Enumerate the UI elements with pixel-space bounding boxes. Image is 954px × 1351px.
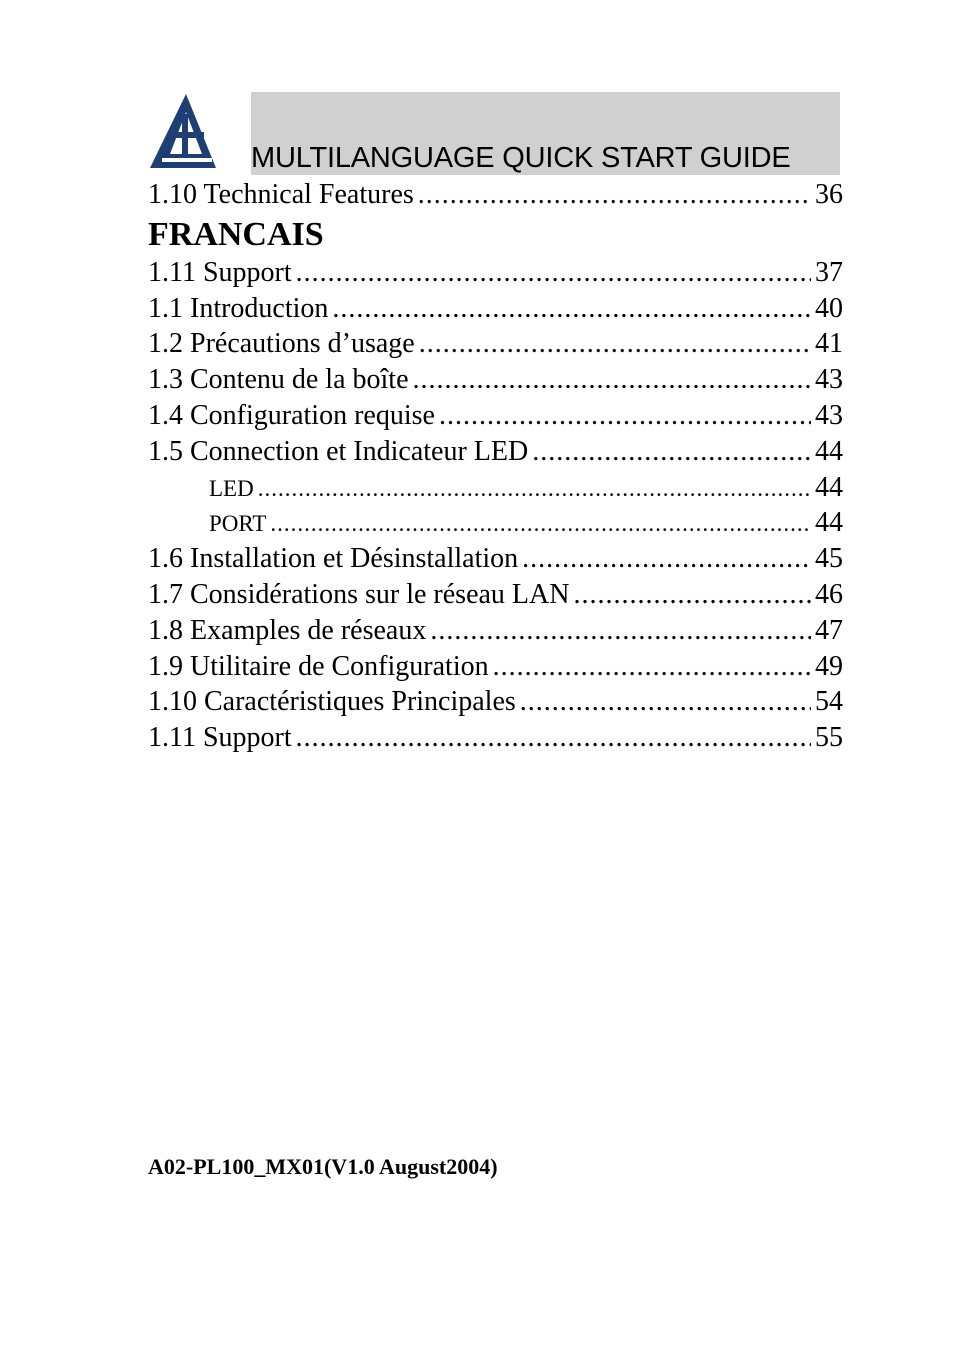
- toc-leader-dots: [439, 398, 811, 434]
- toc-entry[interactable]: [148, 505, 843, 541]
- toc-entry-page: 55: [815, 722, 843, 754]
- toc-leader-dots: [532, 434, 811, 470]
- toc-entry-label: 1.5 Connection et Indicateur LED: [148, 435, 529, 467]
- toc-entry[interactable]: [148, 613, 843, 649]
- toc-entry-page: 37: [815, 256, 843, 288]
- toc-entry-page: 49: [815, 650, 843, 682]
- toc-entry[interactable]: [148, 362, 843, 398]
- toc-entry[interactable]: [148, 649, 843, 685]
- toc-entry-page: 44: [815, 507, 843, 539]
- toc-leader-dots: [419, 326, 811, 362]
- toc-entry[interactable]: [148, 291, 843, 327]
- toc-entry[interactable]: [148, 577, 843, 613]
- toc-entry[interactable]: [148, 470, 843, 506]
- toc-leader-dots: [258, 471, 811, 507]
- toc-entry-page: 46: [815, 578, 843, 610]
- toc-entry-label: 1.1 Introduction: [148, 292, 329, 324]
- toc-leader-dots: [493, 649, 811, 685]
- toc-entry-page: 54: [815, 686, 843, 718]
- toc-leader-dots: [430, 613, 811, 649]
- toc-entry-label: PORT: [209, 511, 267, 537]
- toc-entry-label: 1.3 Contenu de la boîte: [148, 364, 409, 396]
- toc-entry-page: 43: [815, 399, 843, 431]
- toc-entry-page: 47: [815, 614, 843, 646]
- toc-entry-page: 44: [815, 471, 843, 503]
- guide-title: MULTILANGUAGE QUICK START GUIDE: [251, 142, 791, 174]
- toc-entry-label: 1.6 Installation et Désinstallation: [148, 543, 519, 575]
- toc-leader-dots: [270, 506, 811, 542]
- toc-entry[interactable]: [148, 398, 843, 434]
- toc-entry-label: 1.11 Support: [148, 256, 292, 288]
- toc-entry[interactable]: [148, 541, 843, 577]
- toc-entry-label: LED: [209, 475, 254, 501]
- toc-entry[interactable]: [148, 720, 843, 756]
- toc-entry-label: 1.8 Examples de réseaux: [148, 614, 427, 646]
- toc-entry-label: 1.10 Technical Features: [148, 179, 414, 210]
- toc-entry-page: 43: [815, 364, 843, 396]
- toc-entry-page: 36: [815, 179, 843, 210]
- toc-entry-label: 1.10 Caractéristiques Principales: [148, 686, 516, 718]
- toc-entry[interactable]: [148, 434, 843, 470]
- toc-leader-dots: [520, 684, 811, 720]
- toc-leader-dots: [418, 177, 811, 213]
- toc-leader-dots: [573, 577, 811, 613]
- toc-entry-page: 44: [815, 435, 843, 467]
- toc-entry[interactable]: [148, 684, 843, 720]
- toc-leader-dots: [413, 362, 811, 398]
- section-heading-francais: FRANCAIS: [148, 215, 324, 253]
- toc-entry-label: 1.2 Précautions d’usage: [148, 328, 415, 360]
- toc-entry[interactable]: [148, 326, 843, 362]
- toc-entry-label: 1.7 Considérations sur le réseau LAN: [148, 578, 570, 610]
- atlantis-triangle-logo-icon: [148, 92, 218, 170]
- table-of-contents: [148, 177, 843, 756]
- toc-entry-page: 45: [815, 543, 843, 575]
- toc-entry-label: 1.9 Utilitaire de Configuration: [148, 650, 489, 682]
- toc-leader-dots: [296, 255, 811, 291]
- toc-entry-page: 41: [815, 328, 843, 360]
- document-code: A02-PL100_MX01(V1.0 August2004): [148, 1154, 498, 1179]
- toc-entry[interactable]: [148, 255, 843, 291]
- toc-entry-label: 1.4 Configuration requise: [148, 399, 435, 431]
- toc-leader-dots: [332, 291, 811, 327]
- toc-list-francais: [148, 255, 843, 756]
- toc-leader-dots: [522, 541, 811, 577]
- toc-entry-page: 40: [815, 292, 843, 324]
- toc-entry-label: 1.11 Support: [148, 722, 292, 754]
- toc-entry[interactable]: [148, 177, 843, 213]
- toc-leader-dots: [296, 720, 811, 756]
